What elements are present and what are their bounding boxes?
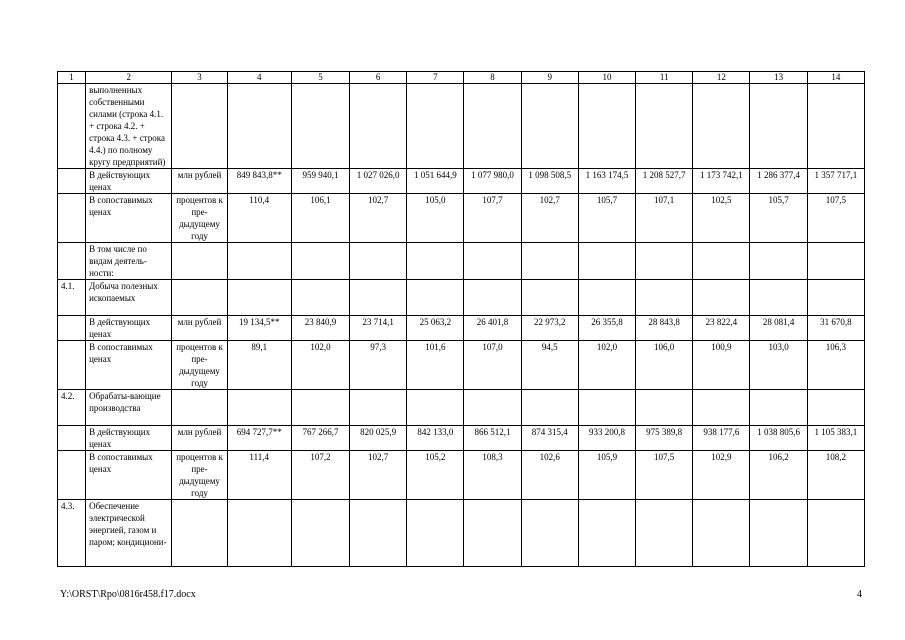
value-cell: [291, 500, 349, 567]
value-cell: 1 105 383,1: [807, 426, 864, 451]
value-cell: 31 670,8: [807, 316, 864, 341]
value-cell: 89,1: [227, 341, 291, 390]
value-cell: [521, 84, 578, 169]
value-cell: 23 822,4: [693, 316, 750, 341]
unit-cell: процентов к пре-дыдущему году: [172, 451, 227, 500]
column-header: 3: [172, 72, 227, 84]
row-number-cell: [58, 316, 86, 341]
value-cell: [807, 500, 864, 567]
value-cell: 102,7: [350, 194, 407, 243]
value-cell: [227, 500, 291, 567]
value-cell: 107,7: [464, 194, 521, 243]
value-cell: 1 038 805,6: [750, 426, 807, 451]
value-cell: 1 163 174,5: [578, 169, 635, 194]
column-header: 14: [807, 72, 864, 84]
value-cell: [693, 280, 750, 316]
value-cell: 107,1: [636, 194, 693, 243]
value-cell: 108,2: [807, 451, 864, 500]
value-cell: [578, 280, 635, 316]
row-number-cell: 4.1.: [58, 280, 86, 316]
value-cell: 975 389,8: [636, 426, 693, 451]
value-cell: [578, 500, 635, 567]
value-cell: 105,0: [407, 194, 464, 243]
indicator-name-cell: В том числе по видам деятель-ности:: [86, 243, 172, 280]
indicator-name-cell: В сопоставимых ценах: [86, 341, 172, 390]
unit-cell: [172, 243, 227, 280]
unit-cell: [172, 390, 227, 426]
row-number-cell: [58, 169, 86, 194]
value-cell: 1 286 377,4: [750, 169, 807, 194]
table-row: [58, 84, 865, 169]
value-cell: 1 208 527,7: [636, 169, 693, 194]
column-header: 13: [750, 72, 807, 84]
value-cell: [291, 390, 349, 426]
row-number-cell: [58, 194, 86, 243]
column-header: 7: [407, 72, 464, 84]
value-cell: [464, 500, 521, 567]
table-row: [58, 280, 865, 316]
value-cell: [407, 280, 464, 316]
value-cell: 849 843,8**: [227, 169, 291, 194]
value-cell: 102,6: [521, 451, 578, 500]
value-cell: 26 401,8: [464, 316, 521, 341]
row-number-cell: [58, 84, 86, 169]
row-number-cell: 4.2.: [58, 390, 86, 426]
indicator-name-cell: В действующих ценах: [86, 316, 172, 341]
value-cell: [350, 243, 407, 280]
value-cell: 694 727,7**: [227, 426, 291, 451]
value-cell: 938 177,6: [693, 426, 750, 451]
indicator-name-cell: Обрабаты-вающие производства: [86, 390, 172, 426]
page-number: 4: [857, 589, 862, 600]
value-cell: [464, 280, 521, 316]
value-cell: 105,2: [407, 451, 464, 500]
indicator-name-cell: В действующих ценах: [86, 169, 172, 194]
value-cell: [578, 243, 635, 280]
value-cell: [350, 84, 407, 169]
value-cell: 103,0: [750, 341, 807, 390]
value-cell: [227, 390, 291, 426]
value-cell: [750, 390, 807, 426]
value-cell: [807, 390, 864, 426]
value-cell: [636, 84, 693, 169]
column-header: 8: [464, 72, 521, 84]
row-number-cell: [58, 451, 86, 500]
row-number-cell: [58, 426, 86, 451]
value-cell: [407, 390, 464, 426]
value-cell: 102,7: [521, 194, 578, 243]
value-cell: 102,5: [693, 194, 750, 243]
indicator-name-cell: выполненных собственными силами (строка 4.1. + строка 4.2. + строка 4.3. + строка 4.4.) по полному кругу предприятий): [86, 84, 172, 169]
value-cell: 19 134,5**: [227, 316, 291, 341]
column-header: 10: [578, 72, 635, 84]
value-cell: [636, 243, 693, 280]
header-row: [58, 72, 865, 84]
indicator-name-cell: Добыча полезных ископаемых: [86, 280, 172, 316]
indicator-name-cell: Обеспечение электрической энергией, газом и паром; кондициони-: [86, 500, 172, 567]
value-cell: 97,3: [350, 341, 407, 390]
value-cell: 22 973,2: [521, 316, 578, 341]
table-row: [58, 390, 865, 426]
table-row: [58, 169, 865, 194]
value-cell: 1 027 026,0: [350, 169, 407, 194]
value-cell: 25 063,2: [407, 316, 464, 341]
value-cell: 106,2: [750, 451, 807, 500]
value-cell: 874 315,4: [521, 426, 578, 451]
table-row: [58, 500, 865, 567]
value-cell: [521, 280, 578, 316]
table-row: [58, 426, 865, 451]
unit-cell: процентов к пре-дыдущему году: [172, 341, 227, 390]
value-cell: 767 266,7: [291, 426, 349, 451]
value-cell: [350, 280, 407, 316]
value-cell: [464, 243, 521, 280]
footer-file-path: Y:\ORST\Rpo\0816r458.f17.docx: [60, 589, 196, 600]
table-row: [58, 316, 865, 341]
value-cell: 94,5: [521, 341, 578, 390]
value-cell: 108,3: [464, 451, 521, 500]
value-cell: [750, 84, 807, 169]
value-cell: 26 355,8: [578, 316, 635, 341]
value-cell: [693, 84, 750, 169]
value-cell: [291, 84, 349, 169]
value-cell: [350, 390, 407, 426]
indicator-name-cell: В сопоставимых ценах: [86, 451, 172, 500]
column-header: 6: [350, 72, 407, 84]
value-cell: [807, 243, 864, 280]
unit-cell: млн рублей: [172, 316, 227, 341]
value-cell: [227, 243, 291, 280]
value-cell: [407, 243, 464, 280]
value-cell: 110,4: [227, 194, 291, 243]
value-cell: 101,6: [407, 341, 464, 390]
value-cell: [750, 500, 807, 567]
value-cell: [693, 390, 750, 426]
value-cell: 102,7: [350, 451, 407, 500]
value-cell: 933 200,8: [578, 426, 635, 451]
unit-cell: [172, 280, 227, 316]
value-cell: 107,5: [636, 451, 693, 500]
column-header: 4: [227, 72, 291, 84]
value-cell: 820 025,9: [350, 426, 407, 451]
value-cell: [578, 390, 635, 426]
value-cell: 102,9: [693, 451, 750, 500]
value-cell: 1 077 980,0: [464, 169, 521, 194]
value-cell: 106,1: [291, 194, 349, 243]
value-cell: 111,4: [227, 451, 291, 500]
column-header: 11: [636, 72, 693, 84]
value-cell: 1 357 717,1: [807, 169, 864, 194]
value-cell: 1 173 742,1: [693, 169, 750, 194]
column-header: 5: [291, 72, 349, 84]
value-cell: 866 512,1: [464, 426, 521, 451]
value-cell: 107,2: [291, 451, 349, 500]
value-cell: 1 098 508,5: [521, 169, 578, 194]
value-cell: 1 051 644,9: [407, 169, 464, 194]
value-cell: 106,3: [807, 341, 864, 390]
value-cell: 23 714,1: [350, 316, 407, 341]
column-header: 9: [521, 72, 578, 84]
value-cell: 105,9: [578, 451, 635, 500]
value-cell: [407, 500, 464, 567]
unit-cell: [172, 84, 227, 169]
column-header: 2: [86, 72, 172, 84]
row-number-cell: [58, 341, 86, 390]
unit-cell: млн рублей: [172, 169, 227, 194]
table-row: [58, 243, 865, 280]
value-cell: [693, 243, 750, 280]
value-cell: [464, 84, 521, 169]
row-number-cell: [58, 243, 86, 280]
value-cell: [407, 84, 464, 169]
value-cell: [693, 500, 750, 567]
value-cell: 106,0: [636, 341, 693, 390]
unit-cell: млн рублей: [172, 426, 227, 451]
row-number-cell: 4.3.: [58, 500, 86, 567]
value-cell: [750, 243, 807, 280]
value-cell: [578, 84, 635, 169]
indicator-name-cell: В сопоставимых ценах: [86, 194, 172, 243]
value-cell: 28 081,4: [750, 316, 807, 341]
value-cell: [227, 84, 291, 169]
value-cell: [464, 390, 521, 426]
value-cell: 100,9: [693, 341, 750, 390]
data-table: [57, 71, 865, 567]
unit-cell: процентов к пре-дыдущему году: [172, 194, 227, 243]
value-cell: 28 843,8: [636, 316, 693, 341]
value-cell: [291, 243, 349, 280]
value-cell: [521, 390, 578, 426]
value-cell: 105,7: [750, 194, 807, 243]
table-row: [58, 194, 865, 243]
value-cell: 107,5: [807, 194, 864, 243]
indicator-name-cell: В действующих ценах: [86, 426, 172, 451]
value-cell: 102,0: [578, 341, 635, 390]
value-cell: [636, 390, 693, 426]
value-cell: [807, 280, 864, 316]
unit-cell: [172, 500, 227, 567]
value-cell: [636, 500, 693, 567]
column-header: 12: [693, 72, 750, 84]
value-cell: [291, 280, 349, 316]
value-cell: 842 133,0: [407, 426, 464, 451]
value-cell: 107,0: [464, 341, 521, 390]
value-cell: [521, 500, 578, 567]
value-cell: 105,7: [578, 194, 635, 243]
table-row: [58, 341, 865, 390]
value-cell: [227, 280, 291, 316]
table-row: [58, 451, 865, 500]
value-cell: 23 840,9: [291, 316, 349, 341]
value-cell: [350, 500, 407, 567]
value-cell: [750, 280, 807, 316]
value-cell: 102,0: [291, 341, 349, 390]
column-header: 1: [58, 72, 86, 84]
value-cell: [636, 280, 693, 316]
value-cell: 959 940,1: [291, 169, 349, 194]
value-cell: [521, 243, 578, 280]
value-cell: [807, 84, 864, 169]
